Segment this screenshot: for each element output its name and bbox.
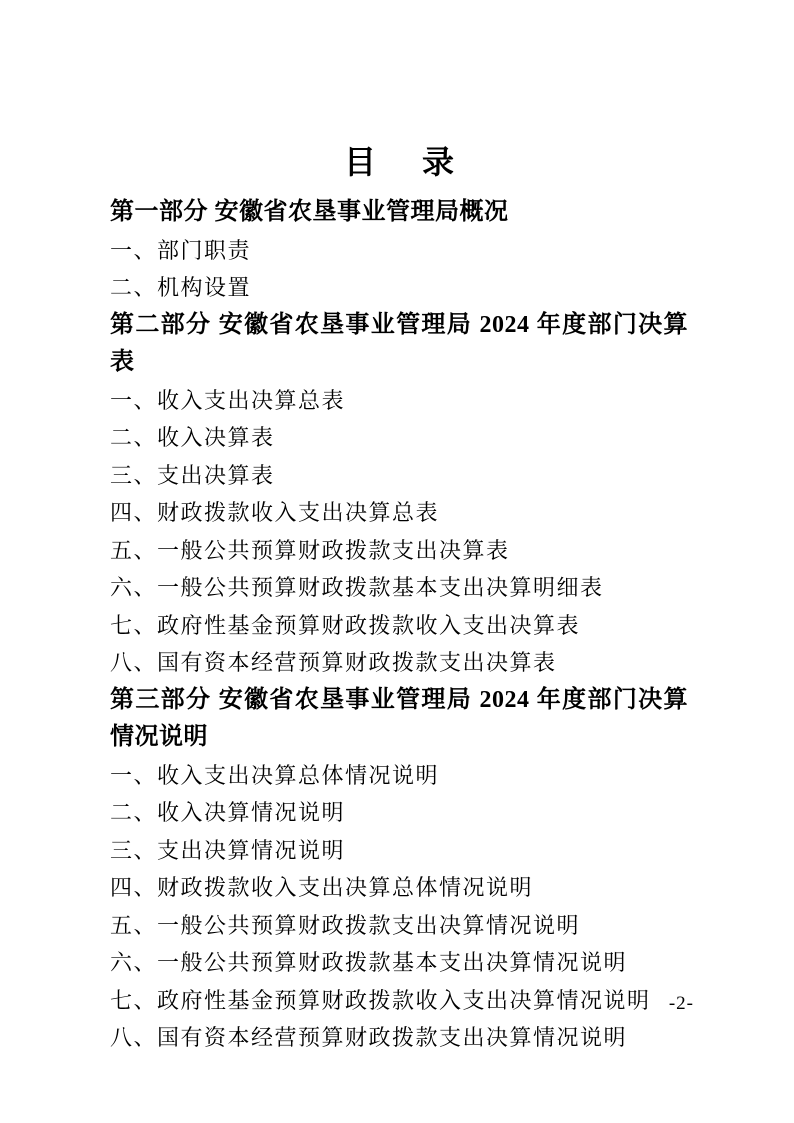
toc-section-1 <box>110 194 688 307</box>
toc-item: 二、收入决算情况说明 <box>110 800 346 825</box>
toc-content <box>110 138 688 1057</box>
toc-item: 二、收入决算表 <box>110 425 275 450</box>
toc-item: 一、部门职责 <box>110 237 252 263</box>
toc-item: 五、一般公共预算财政拨款支出决算表 <box>110 537 510 563</box>
toc-item: 三、支出决算表 <box>110 462 275 488</box>
toc-section-heading: 第二部分 安徽省农垦事业管理局 2024 年度部门决算表 <box>110 311 688 375</box>
page-number: -2- <box>668 993 694 1014</box>
toc-item: 六、一般公共预算财政拨款基本支出决算明细表 <box>110 575 604 600</box>
toc-item: 四、财政拨款收入支出决算总表 <box>110 500 440 525</box>
toc-item: 八、国有资本经营预算财政拨款支出决算情况说明 <box>110 1025 628 1050</box>
toc-item: 一、收入支出决算总表 <box>110 387 346 413</box>
toc-item: 二、机构设置 <box>110 275 252 300</box>
toc-item: 五、一般公共预算财政拨款支出决算情况说明 <box>110 912 581 938</box>
toc-section-heading: 第一部分 安徽省农垦事业管理局概况 <box>110 199 509 225</box>
toc-item: 七、政府性基金预算财政拨款收入支出决算情况说明 <box>110 987 651 1013</box>
toc-section-2 <box>110 307 688 682</box>
toc-item: 八、国有资本经营预算财政拨款支出决算表 <box>110 650 557 675</box>
toc-item: 三、支出决算情况说明 <box>110 837 346 863</box>
page-title: 目 录 <box>343 144 462 180</box>
toc-section-3 <box>110 682 688 1057</box>
toc-item: 七、政府性基金预算财政拨款收入支出决算表 <box>110 612 581 638</box>
toc-section-heading: 第三部分 安徽省农垦事业管理局 2024 年度部门决算情况说明 <box>110 686 688 750</box>
toc-item: 一、收入支出决算总体情况说明 <box>110 762 440 788</box>
toc-item: 六、一般公共预算财政拨款基本支出决算情况说明 <box>110 950 628 975</box>
toc-item: 四、财政拨款收入支出决算总体情况说明 <box>110 875 534 900</box>
